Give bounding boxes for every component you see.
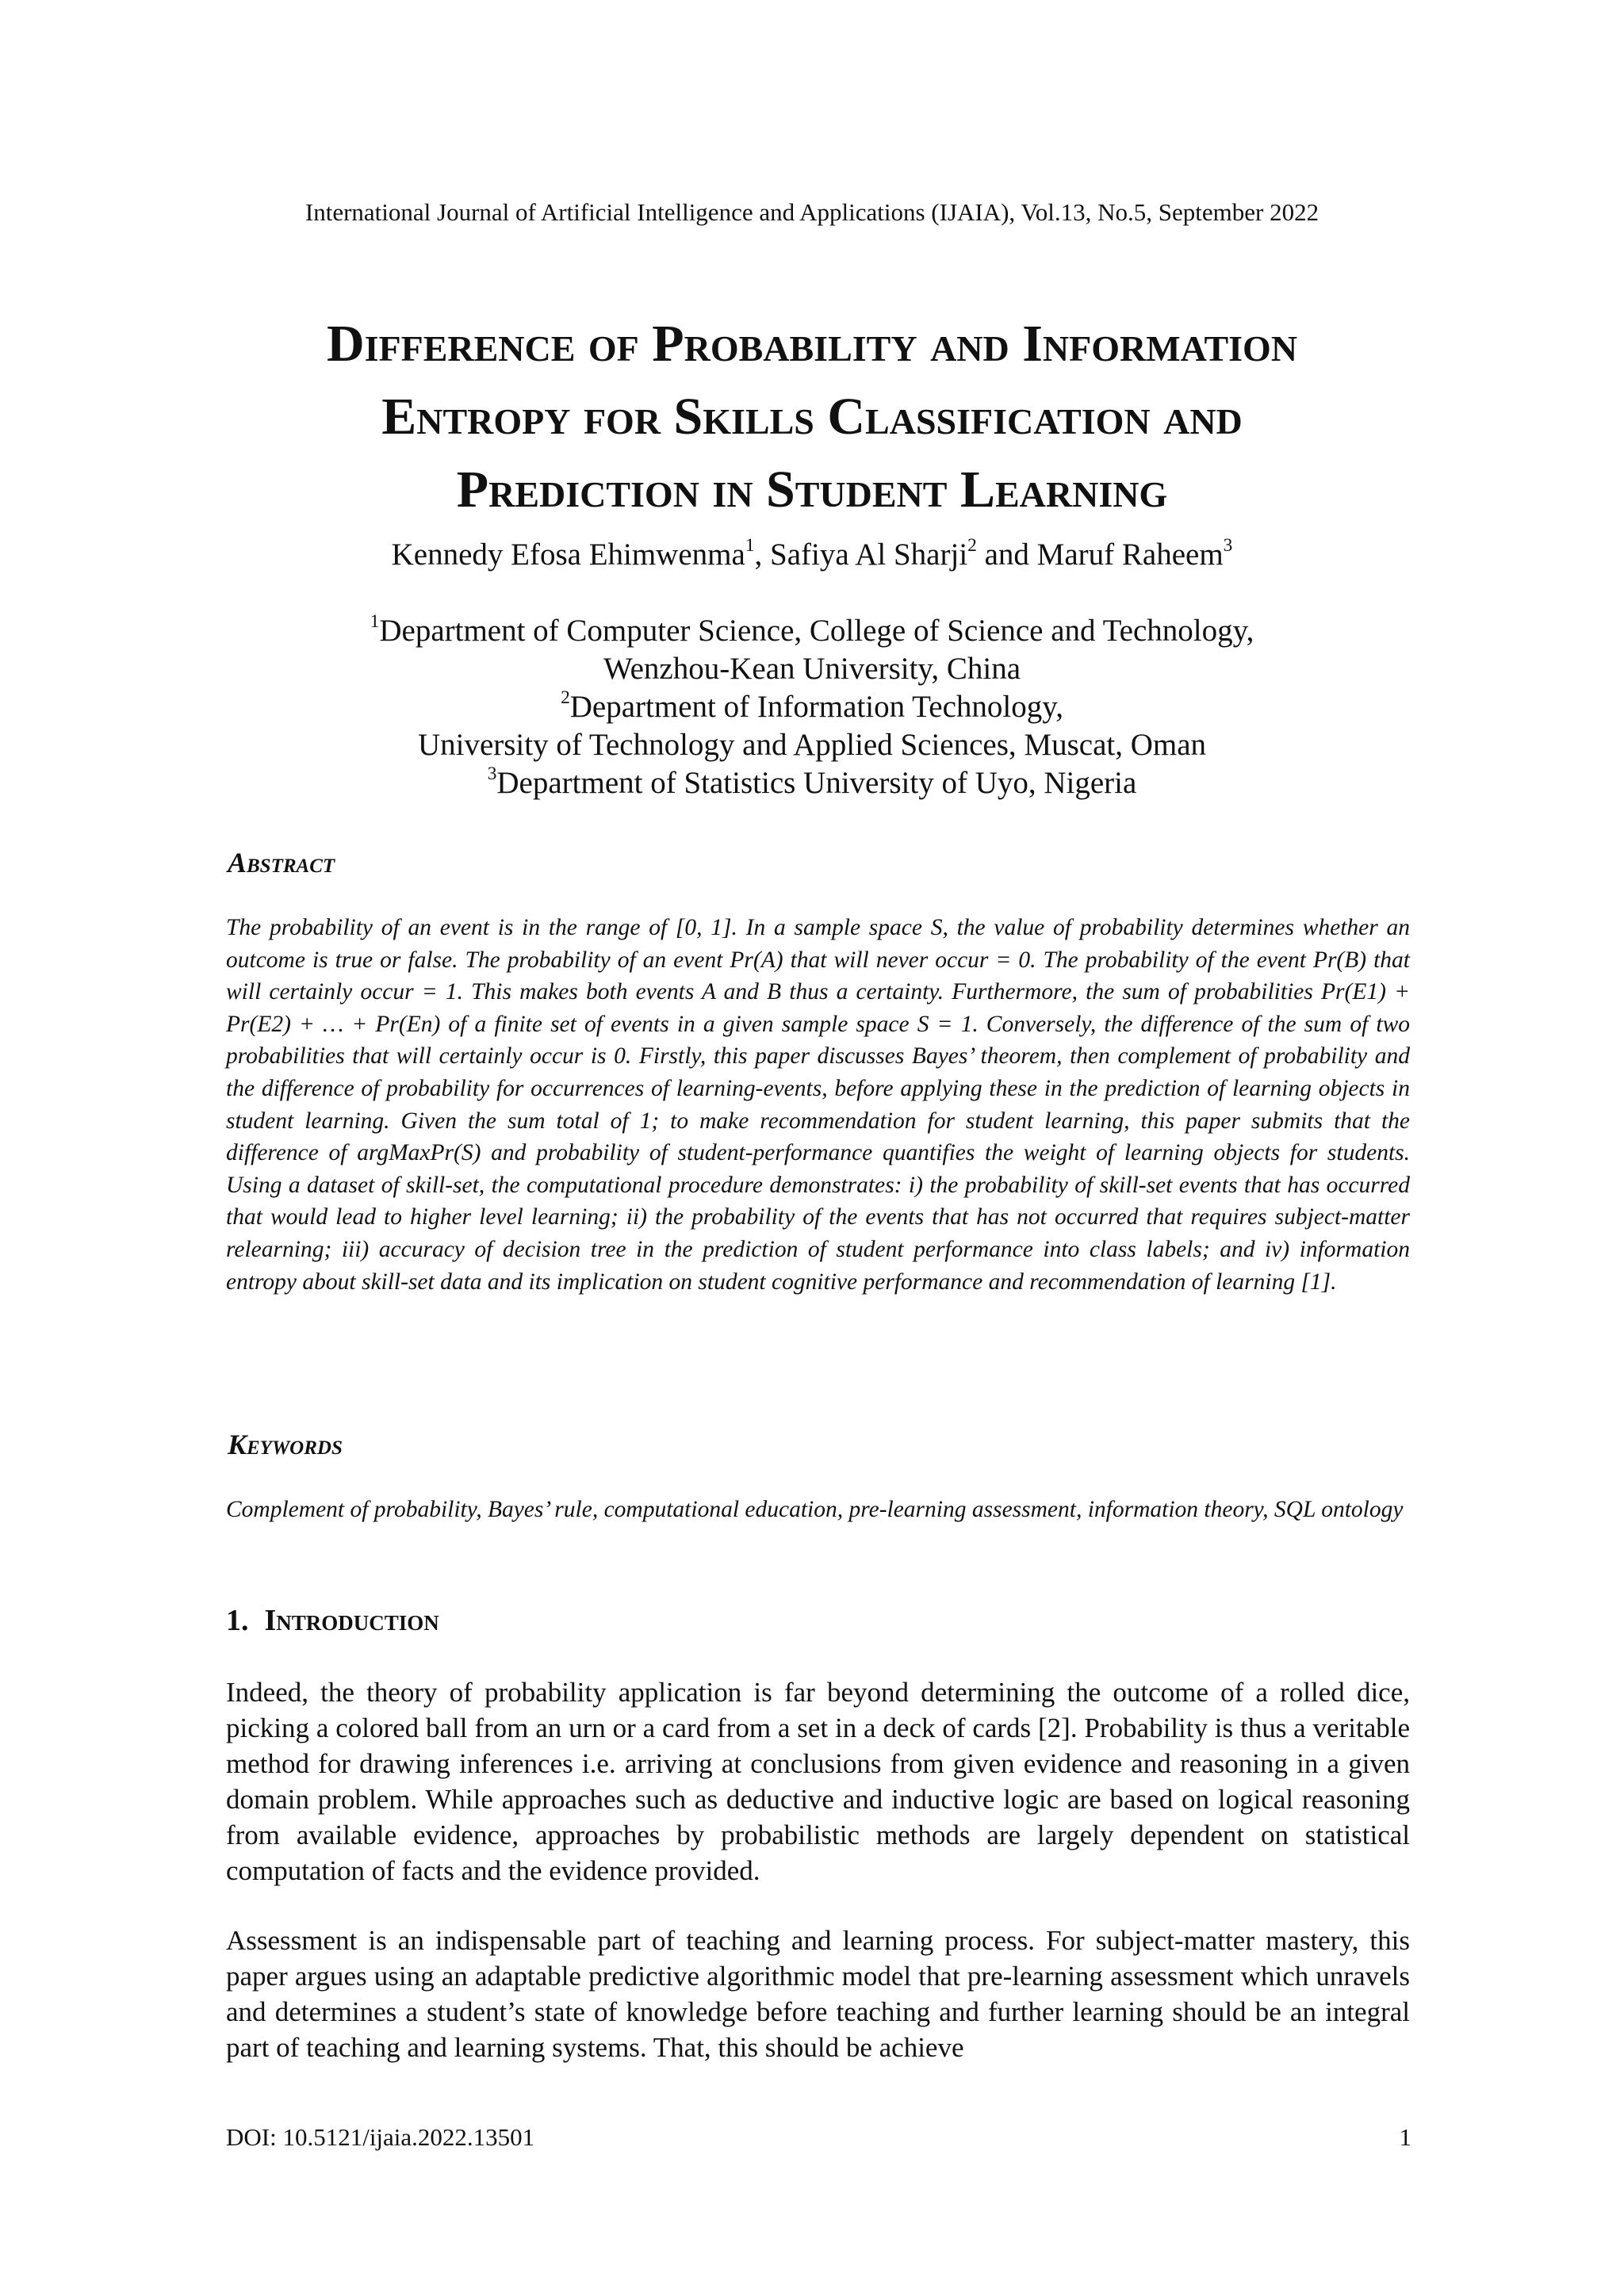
author-list [0, 535, 1624, 575]
title-line: Difference of Probability and Information [326, 315, 1298, 373]
author-name: Maruf Raheem [1036, 538, 1224, 572]
affiliation-mark: 2 [561, 687, 570, 708]
affiliation-text: University of Technology and Applied Sciences, Muscat, Oman [417, 728, 1207, 762]
affiliation-line [0, 688, 1624, 726]
affiliation-line [0, 650, 1624, 688]
author-affiliation-mark: 3 [1223, 534, 1233, 556]
running-header: International Journal of Artificial Intelligence and Applications (IJAIA), Vol.13, No.5, September 2022 [304, 198, 1320, 226]
affiliation-text: Department of Computer Science, College of Science and Technology, [379, 614, 1254, 648]
page-number: 1 [1399, 2123, 1411, 2151]
body-paragraph: Indeed, the theory of probability application is far beyond determining the outcome of a rolled dice, picking a colored ball from an urn or a card from a set in a deck of cards [2]. Probability is thus a veritable method for drawing inferences i.e. arriving at conclusions from given evidence and reasoning in a given domain problem. While approaches such as deductive and inductive logic are based on logical reasoning from available evidence, approaches by probabilistic methods are largely dependent on statistical computation of facts and the evidence provided. [226, 1677, 1410, 1886]
abstract-heading: Abstract [228, 847, 335, 878]
affiliation-text: Wenzhou-Kean University, China [603, 652, 1021, 686]
affiliation-line [0, 612, 1624, 650]
paper-title [143, 308, 1481, 526]
section-number: 1. [226, 1604, 249, 1637]
affiliation-line [0, 764, 1624, 802]
keywords-text: Complement of probability, Bayes’ rule, computational education, pre-learning assessment, information theory, SQL ontology [226, 1497, 1404, 1522]
affiliation-text: Department of Information Technology, [569, 690, 1063, 724]
title-line: Entropy for Skills Classification and [381, 388, 1243, 446]
abstract-text: The probability of an event is in the range of [0, 1]. In a sample space S, the value of probability determines whether an outcome is true or false. The probability of an event Pr(A) that will never occur = 0. The probability of the event Pr(B) that will certainly occur = 1. This makes both events A and B thus a certainty. Furthermore, the sum of probabilities Pr(E1) + Pr(E2) + … + Pr(En) of a finite set of events in a given sample space S = 1. Conversely, the difference of the sum of two probabilities that will certainly occur is 0. Firstly, this paper discusses Bayes’ theorem, then complement of probability and the difference of probability for occurrences of learning-events, before applying these in the prediction of learning objects in student learning. Given the sum total of 1; to make recommendation for student learning, this paper submits that the difference of argMaxPr(S) and probability of student-performance quantifies the weight of learning objects for students. Using a dataset of skill-set, the computational procedure demonstrates: i) the probability of skill-set events that has occurred that would lead to higher level learning; ii) the probability of the events that has not occurred that requires subject-matter relearning; iii) accuracy of decision tree in the prediction of student performance into class labels; and iv) information entropy about skill-set data and its implication on student cognitive performance and recommendation of learning [1]. [226, 915, 1410, 1295]
introduction-heading [226, 1601, 439, 1640]
author-affiliation-mark: 1 [745, 534, 755, 556]
section-title: Introduction [264, 1604, 439, 1637]
title-line: Prediction in Student Learning [456, 461, 1168, 519]
author-affiliation-mark: 2 [967, 534, 977, 556]
keywords-heading: Keywords [228, 1429, 343, 1460]
affiliation-mark: 3 [487, 763, 497, 784]
author-name: Kennedy Efosa Ehimwenma [391, 538, 745, 572]
author-separator: and [976, 538, 1037, 572]
affiliation-list [0, 612, 1624, 802]
author-separator: , [754, 538, 771, 572]
affiliation-line [0, 726, 1624, 764]
affiliation-mark: 1 [370, 610, 380, 632]
affiliation-text: Department of Statistics University of Uyo, Nigeria [496, 766, 1137, 800]
footer-doi: DOI: 10.5121/ijaia.2022.13501 [226, 2123, 535, 2151]
body-paragraph: Assessment is an indispensable part of teaching and learning process. For subject-matter mastery, this paper argues using an adaptable predictive algorithmic model that pre-learning assessment which unravels and determines a student’s state of knowledge before teaching and further learning should be an integral part of teaching and learning systems. That, this should be achieve [226, 1925, 1410, 2063]
author-name: Safiya Al Sharji [770, 538, 968, 572]
